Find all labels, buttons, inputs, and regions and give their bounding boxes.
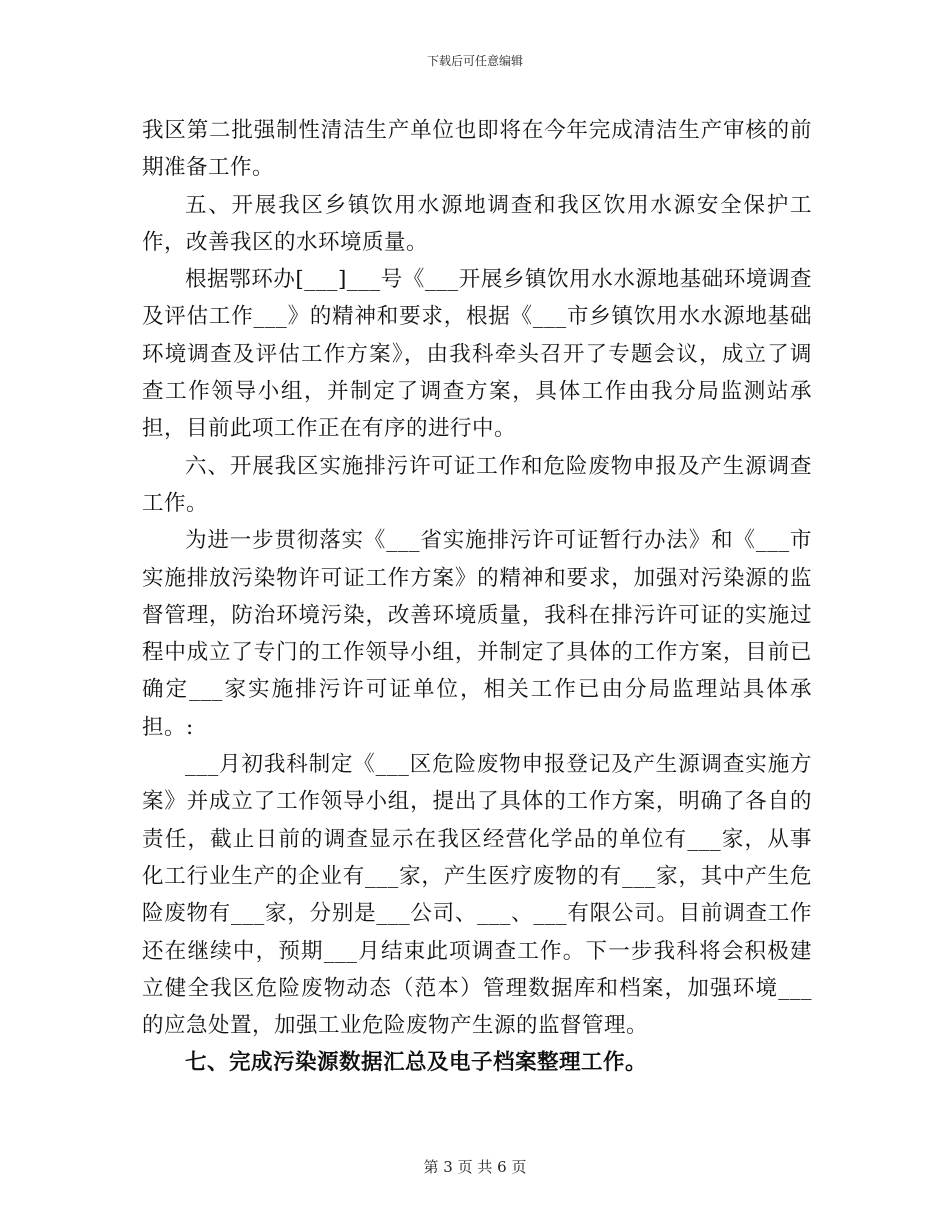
paragraph-continuation: 我区第二批强制性清洁生产单位也即将在今年完成清洁生产审核的前期准备工作。: [142, 118, 812, 181]
paragraph-section-5-heading: 五、开展我区乡镇饮用水源地调查和我区饮用水源安全保护工作，改善我区的水环境质量。: [142, 192, 812, 255]
paragraph-section-7-heading: 七、完成污染源数据汇总及电子档案整理工作。: [185, 1050, 648, 1076]
paragraph-water-source-survey: 根据鄂环办[___]___号《___开展乡镇饮用水水源地基础环境调查及评估工作___》的精神和要求，根据《___市乡镇饮用水水源地基础环境调查及评估工作方案》，由我科牵头召开了专题会议，成立了调查工作领导小组，并制定了调查方案，具体工作由我分局监测站承担，目前此项工作正在有序的进行中。: [142, 267, 812, 442]
paragraph-hazardous-waste: ___月初我科制定《___区危险废物申报登记及产生源调查实施方案》并成立了工作领导小组，提出了具体的工作方案，明确了各自的责任，截止日前的调查显示在我区经营化学品的单位有___家，从事化工行业生产的企业有___家，产生医疗废物的有___家，其中产生危险废物有___家，分别是___公司、___、___有限公司。目前调查工作还在继续中，预期___月结束此项调查工作。下一步我科将会积极建立健全我区危险废物动态（范本）管理数据库和档案，加强环境___的应急处置，加强工业危险废物产生源的监督管理。: [142, 752, 812, 1039]
page-number: 第 3 页 共 6 页: [423, 1158, 527, 1176]
document-body: [142, 112, 812, 1082]
paragraph-discharge-permit: 为进一步贯彻落实《___省实施排污许可证暂行办法》和《___市实施排放污染物许可证工作方案》的精神和要求，加强对污染源的监督管理，防治环境污染，改善环境质量，我科在排污许可证的实施过程中成立了专门的工作领导小组，并制定了具体的工作方案，目前已确定___家实施排污许可证单位，相关工作已由分局监理站具体承担。:: [142, 528, 812, 740]
paragraph-section-6-heading: 六、开展我区实施排污许可证工作和危险废物申报及产生源调查工作。: [142, 453, 812, 516]
page-header: 下载后可任意编辑: [426, 54, 523, 68]
